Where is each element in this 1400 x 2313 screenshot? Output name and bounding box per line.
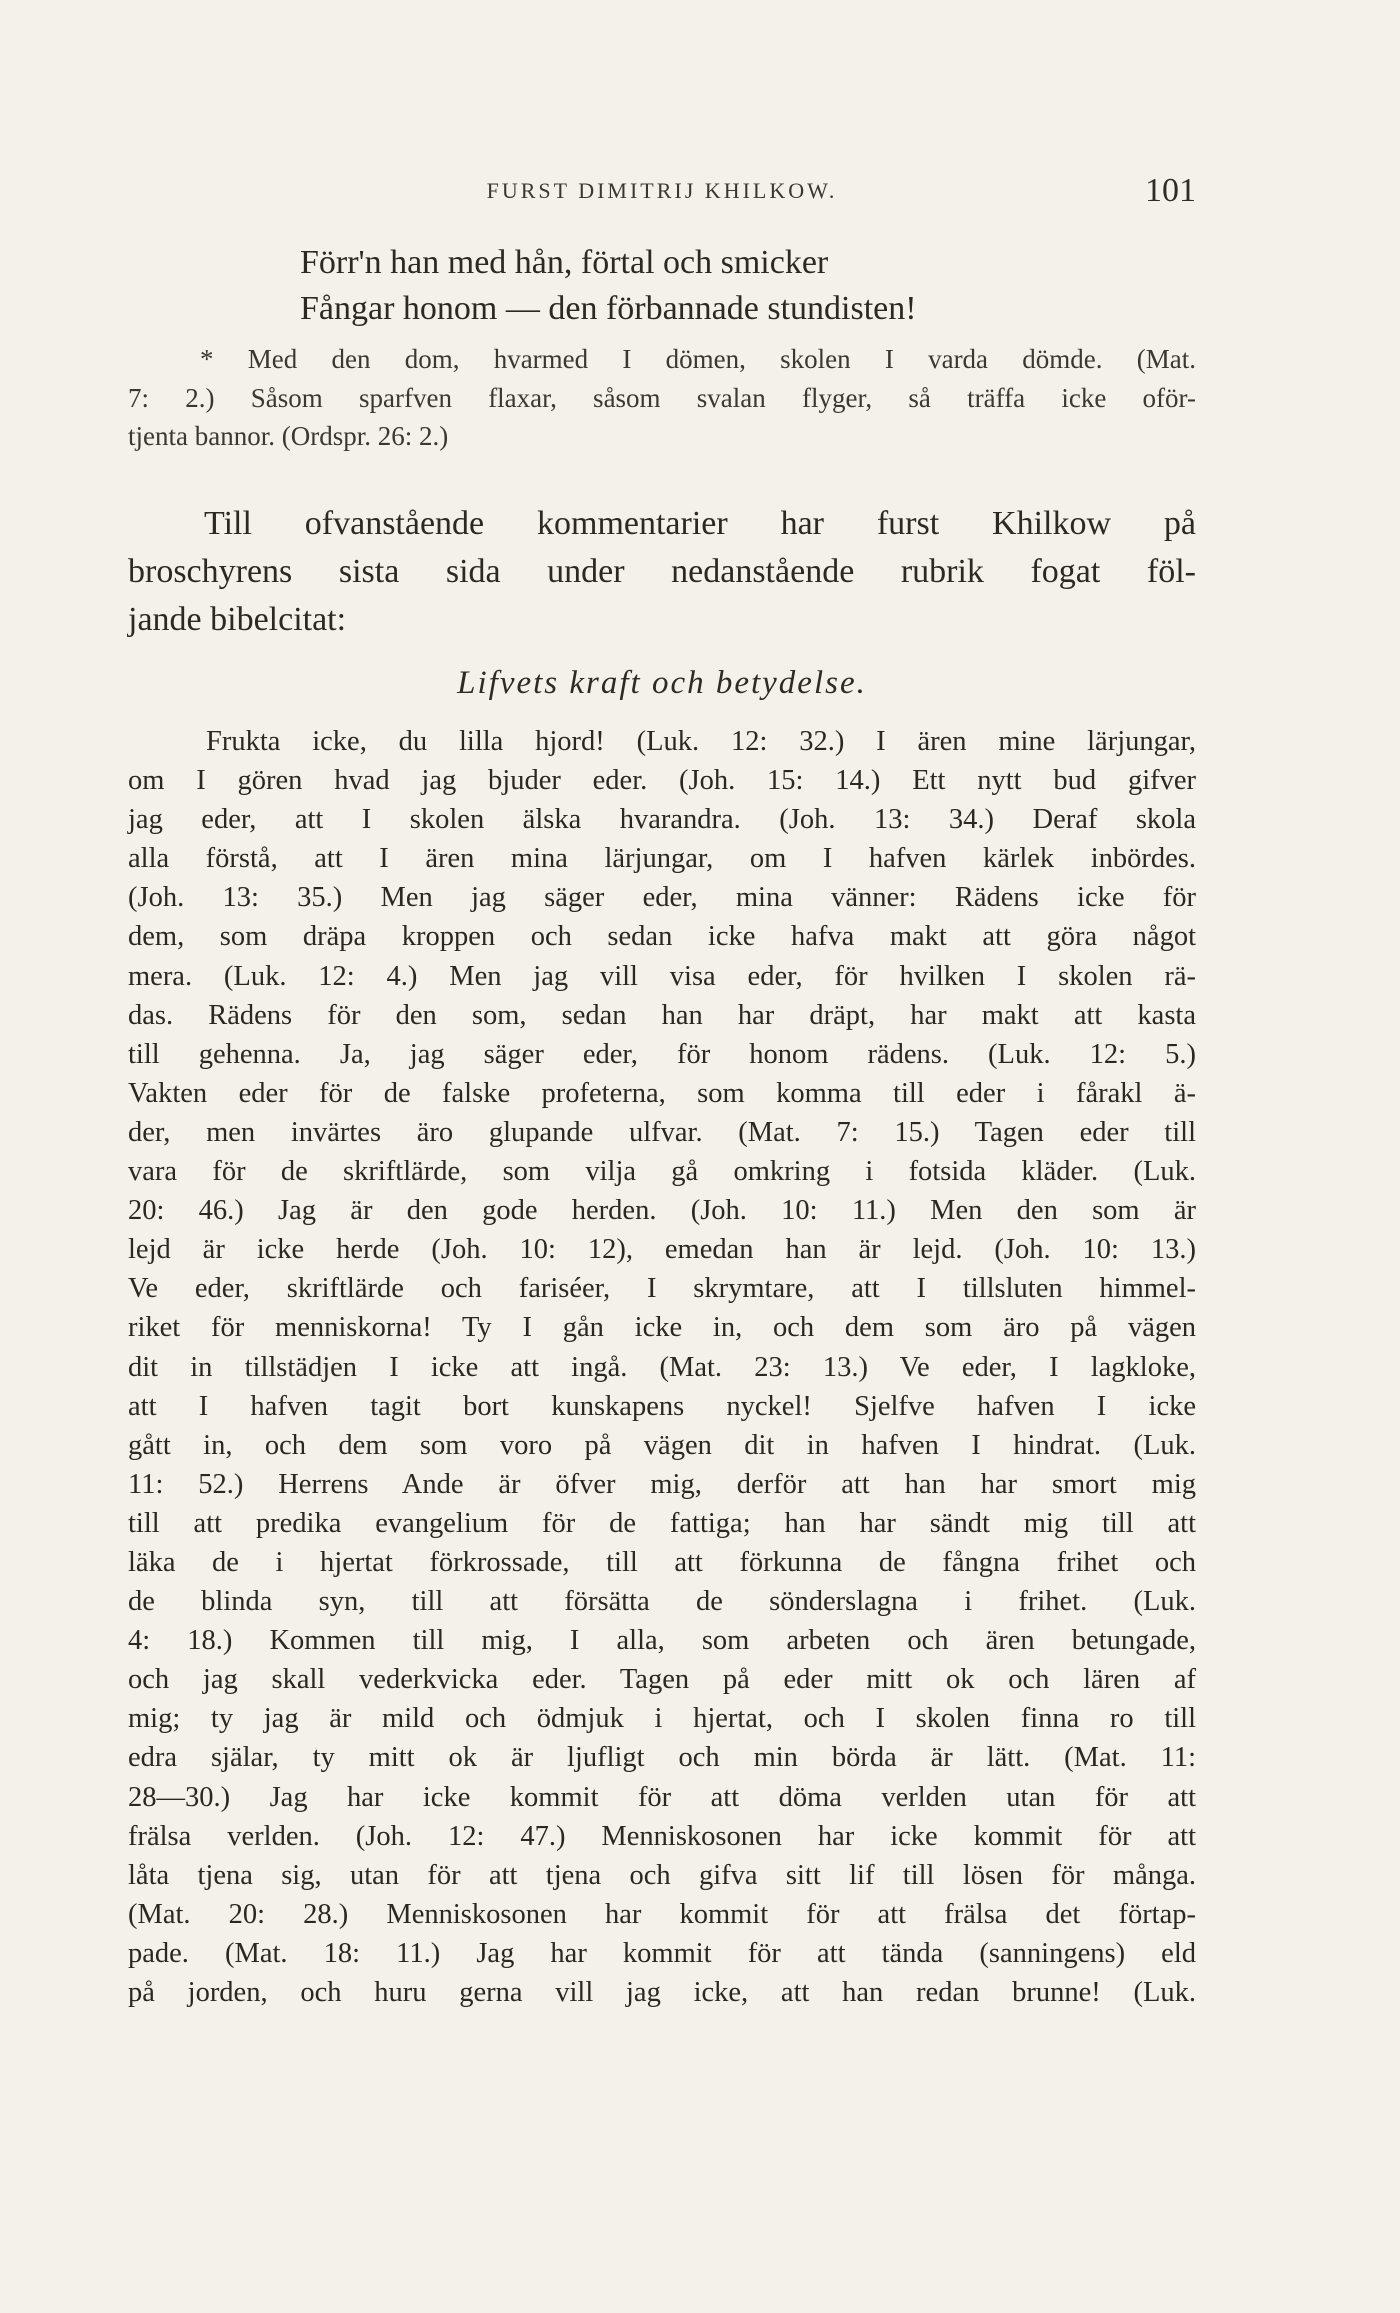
- body-line: de blinda syn, till att försätta de sönderslagna i frihet. (Luk.: [128, 1586, 1196, 1618]
- body-line: mera. (Luk. 12: 4.) Men jag vill visa eder, för hvilken I skolen rä-: [128, 960, 1196, 992]
- intro-line: jande bibelcitat:: [128, 601, 347, 638]
- body-line: das. Rädens för den som, sedan han har dräpt, har makt att kasta: [128, 999, 1196, 1031]
- body-line: mig; ty jag är mild och ödmjuk i hjertat, och I skolen finna ro till: [128, 1703, 1196, 1735]
- body-line: vara för de skriftlärde, som vilja gå omkring i fotsida kläder. (Luk.: [128, 1156, 1196, 1188]
- body-line: riket för menniskorna! Ty I gån icke in, och dem som äro på vägen: [128, 1312, 1196, 1344]
- body-line: 4: 18.) Kommen till mig, I alla, som arbeten och ären betungade,: [128, 1625, 1196, 1657]
- body-line: 20: 46.) Jag är den gode herden. (Joh. 10: 11.) Men den som är: [128, 1195, 1196, 1227]
- body-line: Vakten eder för de falske profeterna, som komma till eder i fårakl ä-: [128, 1077, 1196, 1109]
- footnote: [128, 340, 1196, 456]
- body-line: på jorden, och huru gerna vill jag icke, att han redan brunne! (Luk.: [128, 1977, 1196, 2008]
- body-line: frälsa verlden. (Joh. 12: 47.) Menniskosonen har icke kommit för att: [128, 1820, 1196, 1852]
- body-line: dem, som dräpa kroppen och sedan icke hafva makt att göra något: [128, 921, 1196, 953]
- body-line: om I gören hvad jag bjuder eder. (Joh. 15: 14.) Ett nytt bud gifver: [128, 765, 1196, 797]
- body-line: läka de i hjertat förkrossade, till att förkunna de fångna frihet och: [128, 1546, 1196, 1578]
- intro-line: broschyrens sista sida under nedanstående rubrik fogat föl-: [128, 553, 1196, 590]
- body-line: 28—30.) Jag har icke kommit för att döma verlden utan för att: [128, 1781, 1196, 1813]
- intro-line: Till ofvanstående kommentarier har furst Khilkow på: [204, 505, 1196, 542]
- page-header: [128, 172, 1196, 212]
- verse-line: Fångar honom — den förbannade stundisten!: [300, 290, 917, 327]
- body-line: till att predika evangelium för de fattiga; han har sändt mig till att: [128, 1507, 1196, 1539]
- footnote-line: * Med den dom, hvarmed I dömen, skolen I varda dömde. (Mat.: [200, 344, 1196, 374]
- body-line: alla förstå, att I ären mina lärjungar, om I hafven kärlek inbördes.: [128, 843, 1196, 875]
- footnote-line: 7: 2.) Såsom sparfven flaxar, såsom svalan flyger, så träffa icke oför-: [128, 382, 1196, 413]
- body-line: dit in tillstädjen I icke att ingå. (Mat. 23: 13.) Ve eder, I lagkloke,: [128, 1351, 1196, 1383]
- body-line: jag eder, att I skolen älska hvarandra. (Joh. 13: 34.) Deraf skola: [128, 804, 1196, 836]
- body-line: pade. (Mat. 18: 11.) Jag har kommit för att tända (sanningens) eld: [128, 1937, 1196, 1969]
- verse-line: Förr'n han med hån, förtal och smicker: [300, 244, 829, 281]
- body-line: (Mat. 20: 28.) Menniskosonen har kommit för att frälsa det förtap-: [128, 1898, 1196, 1930]
- page-number: 101: [1145, 172, 1196, 209]
- body-paragraph: [128, 722, 1196, 2012]
- verse-stanza: [300, 240, 1060, 332]
- body-line: lejd är icke herde (Joh. 10: 12), emedan han är lejd. (Joh. 10: 13.): [128, 1234, 1196, 1266]
- body-line: (Joh. 13: 35.) Men jag säger eder, mina vänner: Rädens icke för: [128, 882, 1196, 914]
- body-line: Frukta icke, du lilla hjord! (Luk. 12: 32.) I ären mine lärjungar,: [206, 726, 1196, 757]
- body-line: 11: 52.) Herrens Ande är öfver mig, derför att han har smort mig: [128, 1468, 1196, 1500]
- body-line: der, men invärtes äro glupande ulfvar. (Mat. 7: 15.) Tagen eder till: [128, 1116, 1196, 1148]
- body-line: Ve eder, skriftlärde och fariséer, I skrymtare, att I tillsluten himmel-: [128, 1273, 1196, 1305]
- body-line: till gehenna. Ja, jag säger eder, för honom rädens. (Luk. 12: 5.): [128, 1038, 1196, 1070]
- intro-paragraph: [128, 500, 1196, 644]
- body-line: låta tjena sig, utan för att tjena och gifva sitt lif till lösen för många.: [128, 1859, 1196, 1891]
- footnote-line: tjenta bannor. (Ordspr. 26: 2.): [128, 421, 449, 451]
- body-line: att I hafven tagit bort kunskapens nyckel! Sjelfve hafven I icke: [128, 1390, 1196, 1422]
- body-line: edra själar, ty mitt ok är ljufligt och min börda är lätt. (Mat. 11:: [128, 1742, 1196, 1774]
- body-line: gått in, och dem som voro på vägen dit in hafven I hindrat. (Luk.: [128, 1429, 1196, 1461]
- body-line: och jag skall vederkvicka eder. Tagen på eder mitt ok och lären af: [128, 1664, 1196, 1696]
- running-title: FURST DIMITRIJ KHILKOW.: [486, 178, 838, 203]
- section-title: Lifvets kraft och betydelse.: [457, 665, 867, 701]
